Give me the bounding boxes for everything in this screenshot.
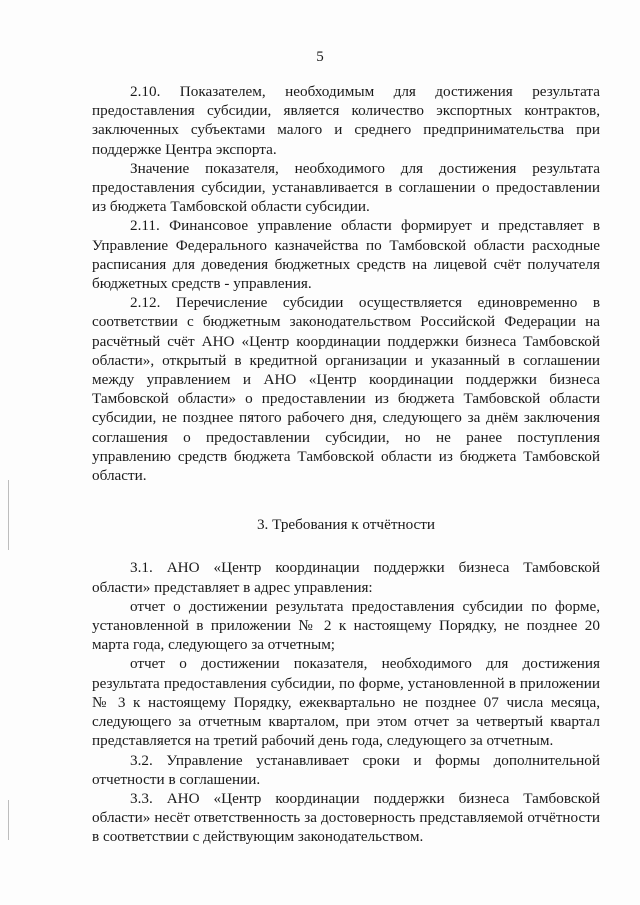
- paragraph-report-indicator: отчет о достижении показателя, необходимого для достижения результата предоставления субсидии, по форме, установленной в приложении № 3 к настоящему Порядку, ежеквартально не позднее 07 числа месяца, следующего за отчетным кварталом, при этом отчет за четвертый квартал представляется на третий рабочий день года, следующего за отчетным.: [92, 655, 600, 750]
- section-heading: 3. Требования к отчётности: [256, 516, 436, 534]
- paragraph-2-11: 2.11. Финансовое управление области формирует и представляет в Управление Федерального казначейства по Тамбовской области расходные расписания для доведения бюджетных средств на лицевой счёт получателя бюджетных средств - управления.: [92, 217, 600, 293]
- scan-edge-mark: [8, 800, 9, 840]
- paragraph-2-10: 2.10. Показателем, необходимым для достижения результата предоставления субсидии, является количество экспортных контрактов, заключенных субъектами малого и среднего предпринимательства при поддержке Центра экспорта.: [92, 83, 600, 158]
- paragraph-3-3: 3.3. АНО «Центр координации поддержки бизнеса Тамбовской области» несёт ответственность за достоверность представляемой отчётности в соответствии с действующим законодательством.: [92, 789, 600, 846]
- paragraph-3-2: 3.2. Управление устанавливает сроки и формы дополнительной отчетности в соглашении.: [92, 751, 600, 788]
- page-number: 5: [316, 49, 324, 65]
- paragraph-2-12: 2.12. Перечисление субсидии осуществляется единовременно в соответствии с бюджетным законодательством Российской Федерации на расчётный счёт АНО «Центр координации поддержки бизнеса Тамбовской области», открытый в кредитной организации и указанный в соглашении между управлением и АНО «Центр координации поддержки бизнеса Тамбовской области» о предоставлении из бюджета Тамбовской области субсидии, не позднее пятого рабочего дня, следующего за днём заключения соглашения о предоставлении субсидии, но не ранее поступления управлению средств бюджета Тамбовской области из бюджета Тамбовской области.: [92, 294, 600, 485]
- paragraph-3-1: 3.1. АНО «Центр координации поддержки бизнеса Тамбовской области» представляет в адрес управления:: [92, 559, 600, 596]
- paragraph-report-result: отчет о достижении результата предоставления субсидии по форме, установленной в приложении № 2 к настоящему Порядку, не позднее 20 марта года, следующего за отчетным;: [92, 597, 600, 654]
- paragraph-indicator-value: Значение показателя, необходимого для достижения результата предоставления субсидии, устанавливается в соглашении о предоставлении из бюджета Тамбовской области субсидии.: [92, 159, 600, 216]
- scan-edge-mark: [8, 480, 9, 550]
- document-body: [92, 82, 600, 847]
